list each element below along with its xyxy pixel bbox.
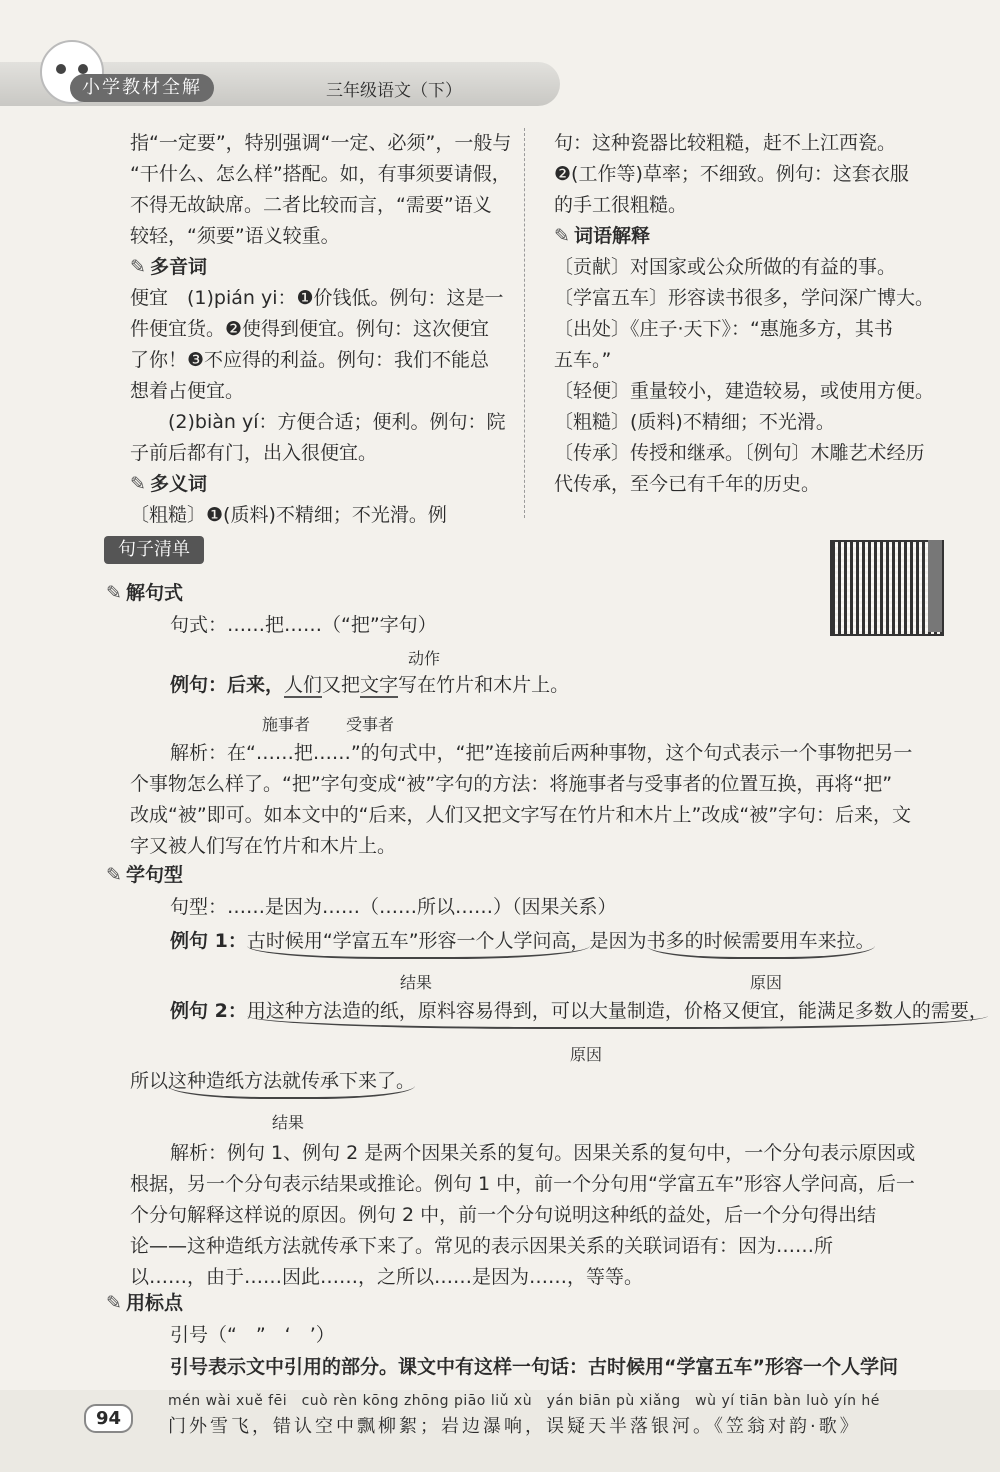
text-line: 解析：在“……把……”的句式中，“把”连接前后两种事物，这个句式表示一个事物把另一 xyxy=(170,742,913,764)
analysis-block xyxy=(130,1138,950,1293)
pen-icon: ✎ xyxy=(106,864,122,886)
vocab-item: 〔学富五车〕形容读书很多，学问深广博大。 xyxy=(554,287,935,309)
text-line: (2)biàn yí：方便合适；便利。例句：院 xyxy=(130,411,506,433)
sentence-pattern: 句式：……把……（“把”字句） xyxy=(170,614,437,636)
text-line: 的手工很粗糙。 xyxy=(554,194,688,216)
page-number: 94 xyxy=(84,1404,133,1433)
annotation-result: 结果 xyxy=(272,1113,305,1132)
vocab-item: 代传承，至今已有千年的历史。 xyxy=(554,473,821,495)
pen-icon: ✎ xyxy=(106,582,122,604)
text-line: 以……，由于……因此……，之所以……是因为……，等等。 xyxy=(130,1266,644,1288)
qr-side-band xyxy=(928,540,942,632)
footer-pinyin: mén wài xuě fēi cuò rèn kōng zhōng piāo liǔ xù yán biān pù xiǎng wù yí tiān bàn luò yín hé xyxy=(168,1393,880,1409)
text-line: 论——这种造纸方法就传承下来了。常见的表示因果关系的关联词语有：因为……所 xyxy=(130,1235,834,1257)
text-line: 解析：例句 1、例句 2 是两个因果关系的复句。因果关系的复句中，一个分句表示原因或 xyxy=(170,1142,916,1164)
footer-couplet: 门外雪飞，错认空中飘柳絮；岩边瀑响，误疑天半落银河。《笠翁对韵·歌》 xyxy=(168,1416,861,1437)
vocab-item: 〔贡献〕对国家或公众所做的有益的事。 xyxy=(554,256,897,278)
text-line: 字又被人们写在竹片和木片上。 xyxy=(130,835,397,857)
pen-icon: ✎ xyxy=(106,1292,122,1314)
section-heading: ✎ 用标点 xyxy=(106,1288,183,1319)
text-line: 指“一定要”，特别强调“一定、必须”，一般与 xyxy=(130,132,512,154)
section-heading: ✎ 词语解释 xyxy=(554,221,954,252)
vocab-item: 五车。” xyxy=(554,349,612,371)
text-line: 个分句解释这样说的原因。例句 2 中，前一个分句说明这种纸的益处，后一个分句得出结 xyxy=(130,1204,877,1226)
analysis-block xyxy=(130,738,950,862)
vocab-item: 〔粗糙〕(质料)不精细；不光滑。 xyxy=(554,411,835,433)
annotation-cause: 原因 xyxy=(570,1045,603,1064)
text-line: 不得无故缺席。二者比较而言，“需要”语义 xyxy=(130,194,492,216)
text-line: 〔粗糙〕❶(质料)不精细；不光滑。例 xyxy=(130,504,447,526)
text-line: 个事物怎么样了。“把”字句变成“被”字句的方法：将施事者与受事者的位置互换，再将“把” xyxy=(130,773,893,795)
example-sentence-1: 例句 1：古时候用“学富五车”形容一个人学问高，是因为书多的时候需要用车来拉。 xyxy=(170,926,875,959)
pen-icon: ✎ xyxy=(130,473,146,495)
right-column xyxy=(554,128,954,500)
qr-code-icon[interactable] xyxy=(830,540,944,636)
text-line: “干什么、怎么样”搭配。如，有事须要请假， xyxy=(130,163,511,185)
section-heading: ✎ 学句型 xyxy=(106,860,183,891)
text-line: 句：这种瓷器比较粗糙，赶不上江西瓷。 xyxy=(554,132,897,154)
text-line: 根据，另一个分句表示结果或推论。例句 1 中，前一个分句用“学富五车”形容人学问高，后一 xyxy=(130,1173,915,1195)
text-line: 了你！❸不应得的利益。例句：我们不能总 xyxy=(130,349,490,371)
grade-label: 三年级语文（下） xyxy=(326,81,462,101)
text-line: 引号表示文中引用的部分。课文中有这样一句话：古时候用“学富五车”形容一个人学问 xyxy=(170,1356,898,1378)
example-sentence-2: 例句 2：用这种方法造的纸，原料容易得到，可以大量制造，价格又便宜，能满足多数人的需要， xyxy=(170,996,988,1029)
book-brand: 小学教材全解 xyxy=(70,74,214,102)
section-heading: ✎ 多义词 xyxy=(130,469,520,500)
text-line: 较轻，“须要”语义较重。 xyxy=(130,225,340,247)
section-banner: 句子清单 xyxy=(104,536,204,564)
text-line: 子前后都有门，出入很便宜。 xyxy=(130,442,378,464)
vocab-item: 〔出处〕《庄子·天下》：“惠施多方，其书 xyxy=(554,318,893,340)
vocab-item: 〔轻便〕重量较小，建造较易，或使用方便。 xyxy=(554,380,935,402)
column-divider xyxy=(524,128,525,518)
annotation-receiver: 受事者 xyxy=(346,715,395,734)
punctuation-item: 引号（“ ” ‘ ’） xyxy=(170,1324,335,1346)
annotation-result: 结果 xyxy=(400,973,433,992)
text-line: ❷(工作等)草率；不细致。例句：这套衣服 xyxy=(554,163,909,185)
text-line: 件便宜货。❷使得到便宜。例句：这次便宜 xyxy=(130,318,490,340)
text-line: 想着占便宜。 xyxy=(130,380,245,402)
text-line: 便宜 (1)pián yi：❶价钱低。例句：这是一 xyxy=(130,287,504,309)
example-sentence: 例句：后来，人们又把文字写在竹片和木片上。 xyxy=(170,674,570,696)
vocab-item: 〔传承〕传授和继承。〔例句〕木雕艺术经历 xyxy=(554,442,925,464)
sentence-pattern: 句型：……是因为……（……所以……）（因果关系） xyxy=(170,896,617,918)
text-line: 改成“被”即可。如本文中的“后来，人们又把文字写在竹片和木片上”改成“被”字句：后来，文 xyxy=(130,804,912,826)
example-sentence-2-cont: 所以这种造纸方法就传承下来了。 xyxy=(130,1066,415,1099)
section-heading: ✎ 解句式 xyxy=(106,578,183,609)
pen-icon: ✎ xyxy=(130,256,146,278)
annotation-doer: 施事者 xyxy=(262,715,311,734)
pen-icon: ✎ xyxy=(554,225,570,247)
section-heading: ✎ 多音词 xyxy=(130,252,520,283)
left-column xyxy=(130,128,520,531)
annotation-action: 动作 xyxy=(408,649,441,668)
annotation-cause: 原因 xyxy=(750,973,783,992)
